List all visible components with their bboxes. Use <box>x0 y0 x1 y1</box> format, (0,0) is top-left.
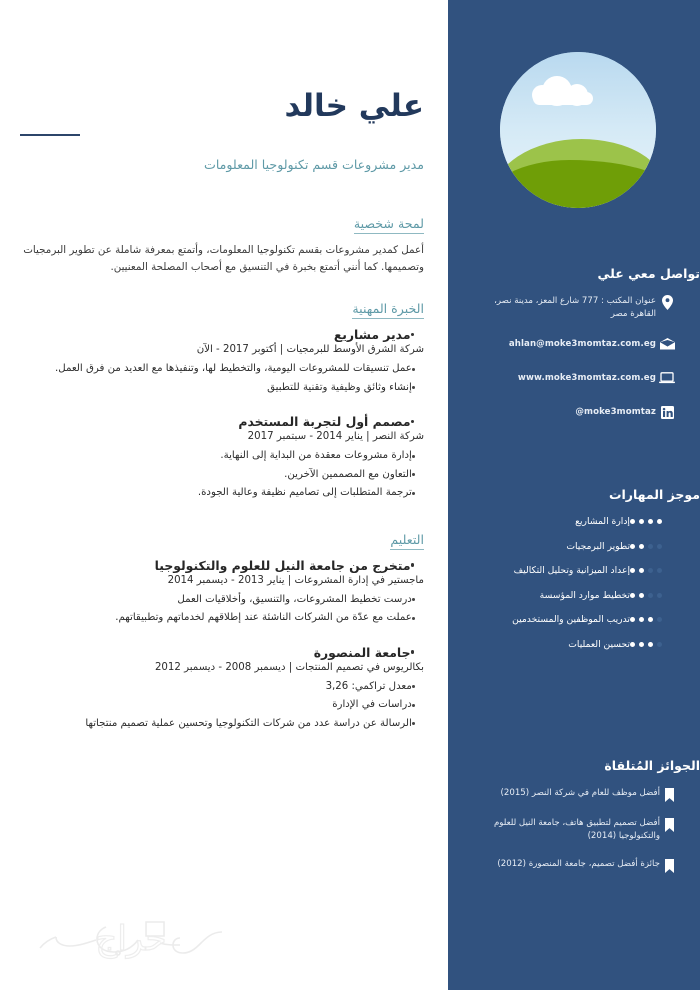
experience-section <box>20 301 424 502</box>
list-item <box>20 361 424 378</box>
contact-item-linkedin[interactable] <box>448 406 700 424</box>
education-heading-text: التعليم <box>390 532 424 550</box>
experience-heading-text: الخبرة المهنية <box>352 301 424 319</box>
bullet-text: إنشاء وثائق وظيفية وتقنية للتطبيق <box>267 381 412 393</box>
skill-rating-dots <box>630 519 678 524</box>
skill-dot-filled <box>639 544 644 549</box>
skill-dot-empty <box>648 544 653 549</box>
name-divider <box>20 134 80 136</box>
skill-dot-filled <box>639 642 644 647</box>
entry-title-row <box>20 558 424 573</box>
contact-heading: تواصل معي علي <box>597 266 700 281</box>
skill-dot-empty <box>657 568 662 573</box>
bullet-point-icon <box>412 386 415 389</box>
education-list <box>20 558 424 733</box>
list-item <box>20 610 424 627</box>
bullet-point-icon <box>412 685 415 688</box>
bookmark-icon <box>660 817 678 832</box>
award-row <box>448 858 700 873</box>
bookmark-icon <box>660 787 678 802</box>
skill-dot-empty <box>648 593 653 598</box>
entry-title: جامعة المنصورة <box>313 644 411 660</box>
profile-heading <box>20 216 424 234</box>
entry-title: مدير مشاريع <box>333 327 411 342</box>
entry <box>20 645 424 733</box>
profile-section <box>20 216 424 277</box>
entry <box>20 414 424 502</box>
contact-item-address <box>448 295 700 322</box>
entry-meta: ماجستير في إدارة المشروعات | يناير 2013 - ديسمبر 2014 <box>167 574 424 586</box>
skill-dot-empty <box>657 593 662 598</box>
entry-bullet-list <box>20 448 424 502</box>
contact-linkedin-text: moke3momtaz@ <box>575 406 656 417</box>
watermark-text: حراج <box>95 919 167 959</box>
experience-list <box>20 327 424 502</box>
laptop-icon <box>656 372 678 390</box>
page-title: علي خالد <box>284 88 424 124</box>
skill-dot-empty <box>657 617 662 622</box>
list-item <box>20 485 424 502</box>
skill-dot-filled <box>630 568 635 573</box>
contact-email-text: ahlan@moke3momtaz.com.eg <box>508 338 656 349</box>
skill-rating-dots <box>630 617 678 622</box>
bullet-point-icon <box>412 598 415 601</box>
skill-rating-dots <box>630 593 678 598</box>
entry-bullet-icon <box>411 333 415 337</box>
education-heading <box>20 532 424 550</box>
entry-meta: شركة النصر | يناير 2014 - سبتمبر 2017 <box>247 431 424 443</box>
skill-row <box>448 565 700 576</box>
award-text: جائزة أفضل تصميم، جامعة المنصورة (2012) <box>497 858 660 869</box>
profile-heading-text: لمحة شخصية <box>354 216 424 234</box>
entry-bullet-list <box>20 679 424 733</box>
skill-dot-empty <box>657 642 662 647</box>
list-item <box>20 716 424 733</box>
contact-item-website[interactable] <box>448 372 700 390</box>
skill-dot-filled <box>648 519 653 524</box>
skill-dot-filled <box>630 519 635 524</box>
job-title: مدير مشروعات قسم تكنولوجيا المعلومات <box>203 156 424 172</box>
skills-list <box>448 516 700 650</box>
list-item <box>20 467 424 484</box>
bullet-text: ترجمة المتطلبات إلى تصاميم نظيفة وعالية الجودة. <box>197 487 412 499</box>
skill-dot-empty <box>657 544 662 549</box>
skill-dot-filled <box>648 642 653 647</box>
awards-heading: الجوائز المُتلقاة <box>604 758 700 773</box>
skill-dot-filled <box>639 593 644 598</box>
entry-title-row <box>20 327 424 342</box>
skill-dot-filled <box>639 568 644 573</box>
awards-section <box>448 758 700 888</box>
skill-dot-filled <box>639 519 644 524</box>
bookmark-icon <box>660 858 678 873</box>
skill-dot-filled <box>630 593 635 598</box>
awards-list <box>448 787 700 873</box>
cloud-icon <box>530 76 596 102</box>
bullet-text: الرسالة عن دراسة عدد من شركات التكنولوجيا وتحسين عملية تصميم منتجاتها <box>85 717 412 729</box>
skill-row <box>448 590 700 601</box>
skill-row <box>448 614 700 625</box>
bullet-point-icon <box>412 455 415 458</box>
bullet-text: دراسات في الإدارة <box>332 699 412 711</box>
bullet-text: معدل تراكمي: 3,26 <box>325 680 412 692</box>
bullet-point-icon <box>412 473 415 476</box>
entry-meta: شركة الشرق الأوسط للبرمجيات | أكتوبر 2017 - الآن <box>196 344 424 355</box>
skills-section <box>448 487 700 663</box>
entry-meta: بكالريوس في تصميم المنتجات | ديسمبر 2008 - ديسمبر 2012 <box>154 661 424 673</box>
linkedin-icon <box>656 406 678 424</box>
list-item <box>20 697 424 714</box>
sidebar <box>448 0 700 990</box>
contact-website-text: www.moke3momtaz.com.eg <box>517 372 656 383</box>
bullet-text: عملت مع عدّة من الشركات الناشئة عند إطلاقهم لخدماتهم وتطبيقاتهم. <box>115 612 412 624</box>
bullet-point-icon <box>412 704 415 707</box>
award-text: أفضل موظف للعام في شركة النصر (2015) <box>500 788 660 798</box>
list-item <box>20 448 424 465</box>
entry-title: متخرج من جامعة النيل للعلوم والتكنولوجيا <box>154 557 411 573</box>
bullet-text: عمل تنسيقات للمشروعات اليومية، والتخطيط لها، وتنفيذها مع العديد من فرق العمل. <box>55 363 412 374</box>
bullet-text: درست تخطيط المشروعات، والتنسيق، وأخلاقيات العمل <box>177 593 412 605</box>
skills-heading: موجز المهارات <box>608 487 700 502</box>
contact-section <box>448 266 700 440</box>
entry-bullet-list <box>20 592 424 627</box>
bullet-text: إدارة مشروعات معقدة من البداية إلى النهاية. <box>220 450 412 462</box>
skill-dot-filled <box>648 617 653 622</box>
skill-label: تحسين العمليات <box>568 638 630 650</box>
skill-dot-filled <box>657 519 662 524</box>
entry-bullet-icon <box>411 420 415 424</box>
skill-label: تدريب الموظفين والمستخدمين <box>512 614 630 625</box>
skill-label: تطوير البرمجيات <box>566 540 630 552</box>
list-item <box>20 380 424 397</box>
skill-label: إعداد الميزانية وتحليل التكاليف <box>513 565 630 576</box>
experience-heading <box>20 301 424 319</box>
skill-rating-dots <box>630 544 678 549</box>
entry <box>20 558 424 627</box>
skill-rating-dots <box>630 642 678 647</box>
education-section <box>20 532 424 733</box>
entry-title-row <box>20 414 424 429</box>
contact-item-email[interactable] <box>448 338 700 356</box>
skill-dot-filled <box>630 617 635 622</box>
envelope-icon <box>656 338 678 356</box>
skill-rating-dots <box>630 568 678 573</box>
avatar-landscape-image <box>500 52 656 208</box>
profile-text: أعمل كمدير مشروعات بقسم تكنولوجيا المعلومات، وأتمتع بمعرفة شاملة عن تطوير البرمجيات وتصميمها. كما أنني أتمتع بخبرة في التنسيق مع أصحاب المصلحة المعنيين. <box>23 243 424 274</box>
location-pin-icon <box>656 295 678 313</box>
bullet-point-icon <box>412 368 415 371</box>
contact-address-text: عنوان المكتب : 777 شارع المعز، مدينة نصر، القاهرة مصر <box>494 296 656 320</box>
entry-bullet-icon <box>411 650 415 654</box>
list-item <box>20 679 424 696</box>
entry-bullet-list <box>20 361 424 396</box>
skill-row <box>448 516 700 527</box>
entry-bullet-icon <box>411 563 415 567</box>
skill-dot-filled <box>639 617 644 622</box>
skill-dot-empty <box>648 568 653 573</box>
list-item <box>20 592 424 609</box>
avatar-hill-front <box>500 160 656 208</box>
skill-dot-filled <box>630 544 635 549</box>
avatar <box>500 52 656 208</box>
skill-row <box>448 541 700 552</box>
skill-label: تخطيط موارد المؤسسة <box>539 589 630 601</box>
bullet-point-icon <box>412 492 415 495</box>
skill-label: إدارة المشاريع <box>575 516 630 527</box>
bullet-text: التعاون مع المصممين الآخرين. <box>284 468 412 480</box>
award-row <box>448 817 700 843</box>
skill-dot-filled <box>630 642 635 647</box>
bullet-point-icon <box>412 617 415 620</box>
entry <box>20 327 424 396</box>
entry-title-row <box>20 645 424 660</box>
skill-row <box>448 639 700 650</box>
entry-title: مصمم أول لتجربة المستخدم <box>238 414 411 430</box>
award-row <box>448 787 700 802</box>
bullet-point-icon <box>412 722 415 725</box>
award-text: أفضل تصميم لتطبيق هاتف، جامعة النيل للعلوم والتكنولوجيا (2014) <box>493 818 660 841</box>
